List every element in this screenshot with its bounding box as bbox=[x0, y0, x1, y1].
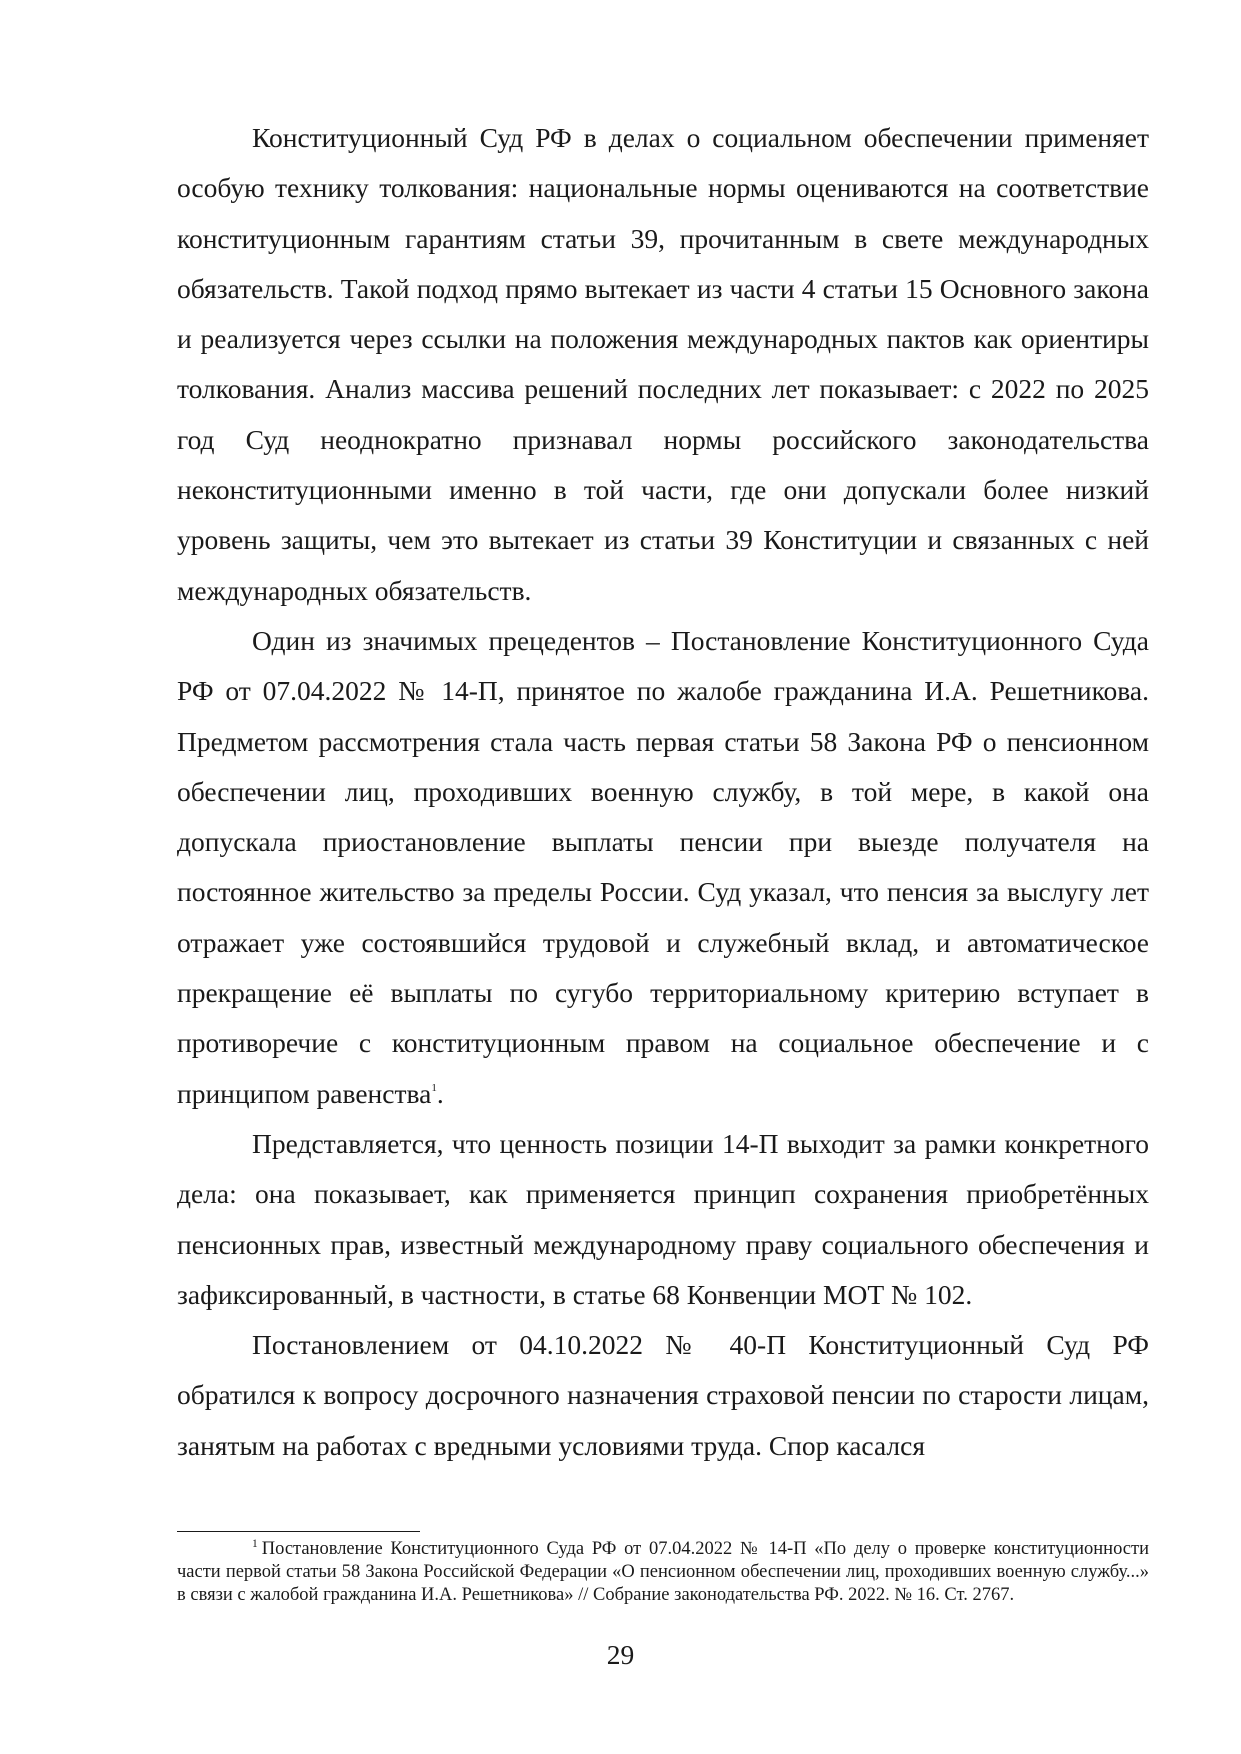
main-text bbox=[177, 113, 1149, 1471]
paragraph-3: Представляется, что ценность позиции 14-П выходит за рамки конкретного дела: она показывает, как применяется принцип сохранения приобретённых пенсионных прав, известный международному праву социального обеспечения и зафиксированный, в частности, в статье 68 Конвенции МОТ № 102. bbox=[177, 1127, 1149, 1310]
paragraph-2 bbox=[177, 616, 1149, 1119]
paragraph-4: Постановлением от 04.10.2022 № 40-П Конституционный Суд РФ обратился к вопросу досрочного назначения страховой пенсии по старости лицам, занятым на работах с вредными условиями труда. Спор касался bbox=[177, 1329, 1149, 1461]
paragraph-2-text: Один из значимых прецедентов – Постановление Конституционного Суда РФ от 07.04.2022 № 14-П, принятое по жалобе гражданина И.А. Решетникова. Предметом рассмотрения стала часть первая статьи 58 Закона РФ о пенсионном обеспечении лиц, проходивших военную службу, в той мере, в какой она допускала приостановление выплаты пенсии при выезде получателя на постоянное жительство за пределы России. Суд указал, что пенсия за выслугу лет отражает уже состоявшийся трудовой и служебный вклад, и автоматическое прекращение её выплаты по сугубо территориальному критерию вступает в противоречие с конституционным правом на социальное обеспечение и с принципом равенства bbox=[177, 624, 1149, 1109]
footnote bbox=[177, 1538, 1149, 1608]
page-number: 29 bbox=[606, 1639, 635, 1670]
footnote-text: Постановление Конституционного Суда РФ от 07.04.2022 № 14-П «По делу о проверке конституционности части первой статьи 58 Закона Российской Федерации «О пенсионном обеспечении лиц, проходивших военную службу...» в связи с жалобой гражданина И.А. Решетникова» // Собрание законодательства РФ. 2022. № 16. Ст. 2767. bbox=[177, 1539, 1149, 1606]
paragraph-2-end: . bbox=[436, 1077, 444, 1109]
footnote-number: 1 bbox=[252, 1538, 258, 1550]
footnote-separator bbox=[177, 1531, 420, 1532]
paragraph-1: Конституционный Суд РФ в делах о социальном обеспечении применяет особую технику толкования: национальные нормы оцениваются на соответствие конституционным гарантиям статьи 39, прочитанным в свете международных обязательств. Такой подход прямо вытекает из части 4 статьи 15 Основного закона и реализуется через ссылки на положения международных пактов как ориентиры толкования. Анализ массива решений последних лет показывает: с 2022 по 2025 год Суд неоднократно признавал нормы российского законодательства неконституционными именно в той части, где они допускали более низкий уровень защиты, чем это вытекает из статьи 39 Конституции и связанных с ней международных обязательств. bbox=[177, 122, 1149, 606]
footnote-reference[interactable]: 1 bbox=[431, 1081, 437, 1094]
